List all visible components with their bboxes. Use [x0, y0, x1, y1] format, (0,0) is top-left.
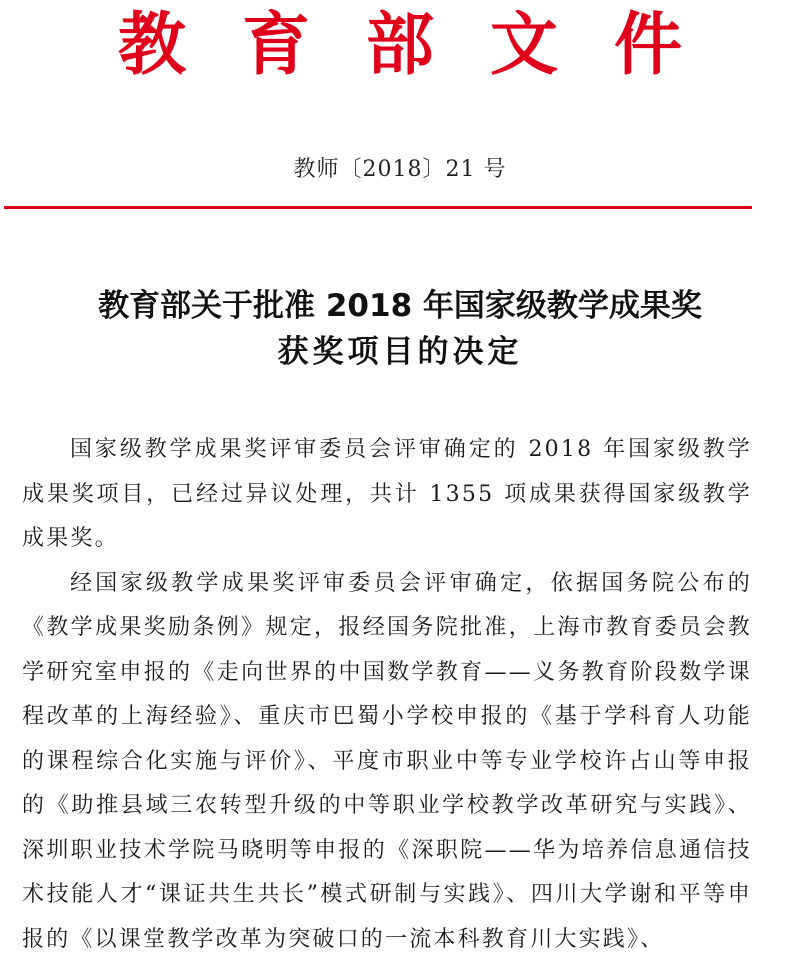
decision-title-line-2: 获奖项目的决定 [0, 329, 800, 375]
decision-title-line-1: 教育部关于批准 2018 年国家级教学成果奖 [0, 283, 800, 329]
header-divider [4, 206, 752, 209]
body-paragraph-1: 国家级教学成果奖评审委员会评审确定的 2018 年国家级教学成果奖项目，已经过异议处理，共计 1355 项成果获得国家级教学成果奖。 [22, 428, 752, 562]
decision-title [0, 283, 800, 375]
document-body [22, 428, 752, 962]
document-number: 教师〔2018〕21 号 [0, 150, 800, 190]
document-header-title: 教育部文件 [0, 0, 800, 92]
body-paragraph-2: 经国家级教学成果奖评审委员会评审确定，依据国务院公布的《教学成果奖励条例》规定，报经国务院批准，上海市教育委员会教学研究室申报的《走向世界的中国数学教育——义务教育阶段数学课程改革的上海经验》、重庆市巴蜀小学校申报的《基于学科育人功能的课程综合化实施与评价》、平度市职业中等专业学校许占山等申报的《助推县域三农转型升级的中等职业学校教学改革研究与实践》、深圳职业技术学院马晓明等申报的《深职院——华为培养信息通信技术技能人才“课证共生共长”模式研制与实践》、四川大学谢和平等申报的《以课堂教学改革为突破口的一流本科教育川大实践》、 [22, 562, 752, 962]
